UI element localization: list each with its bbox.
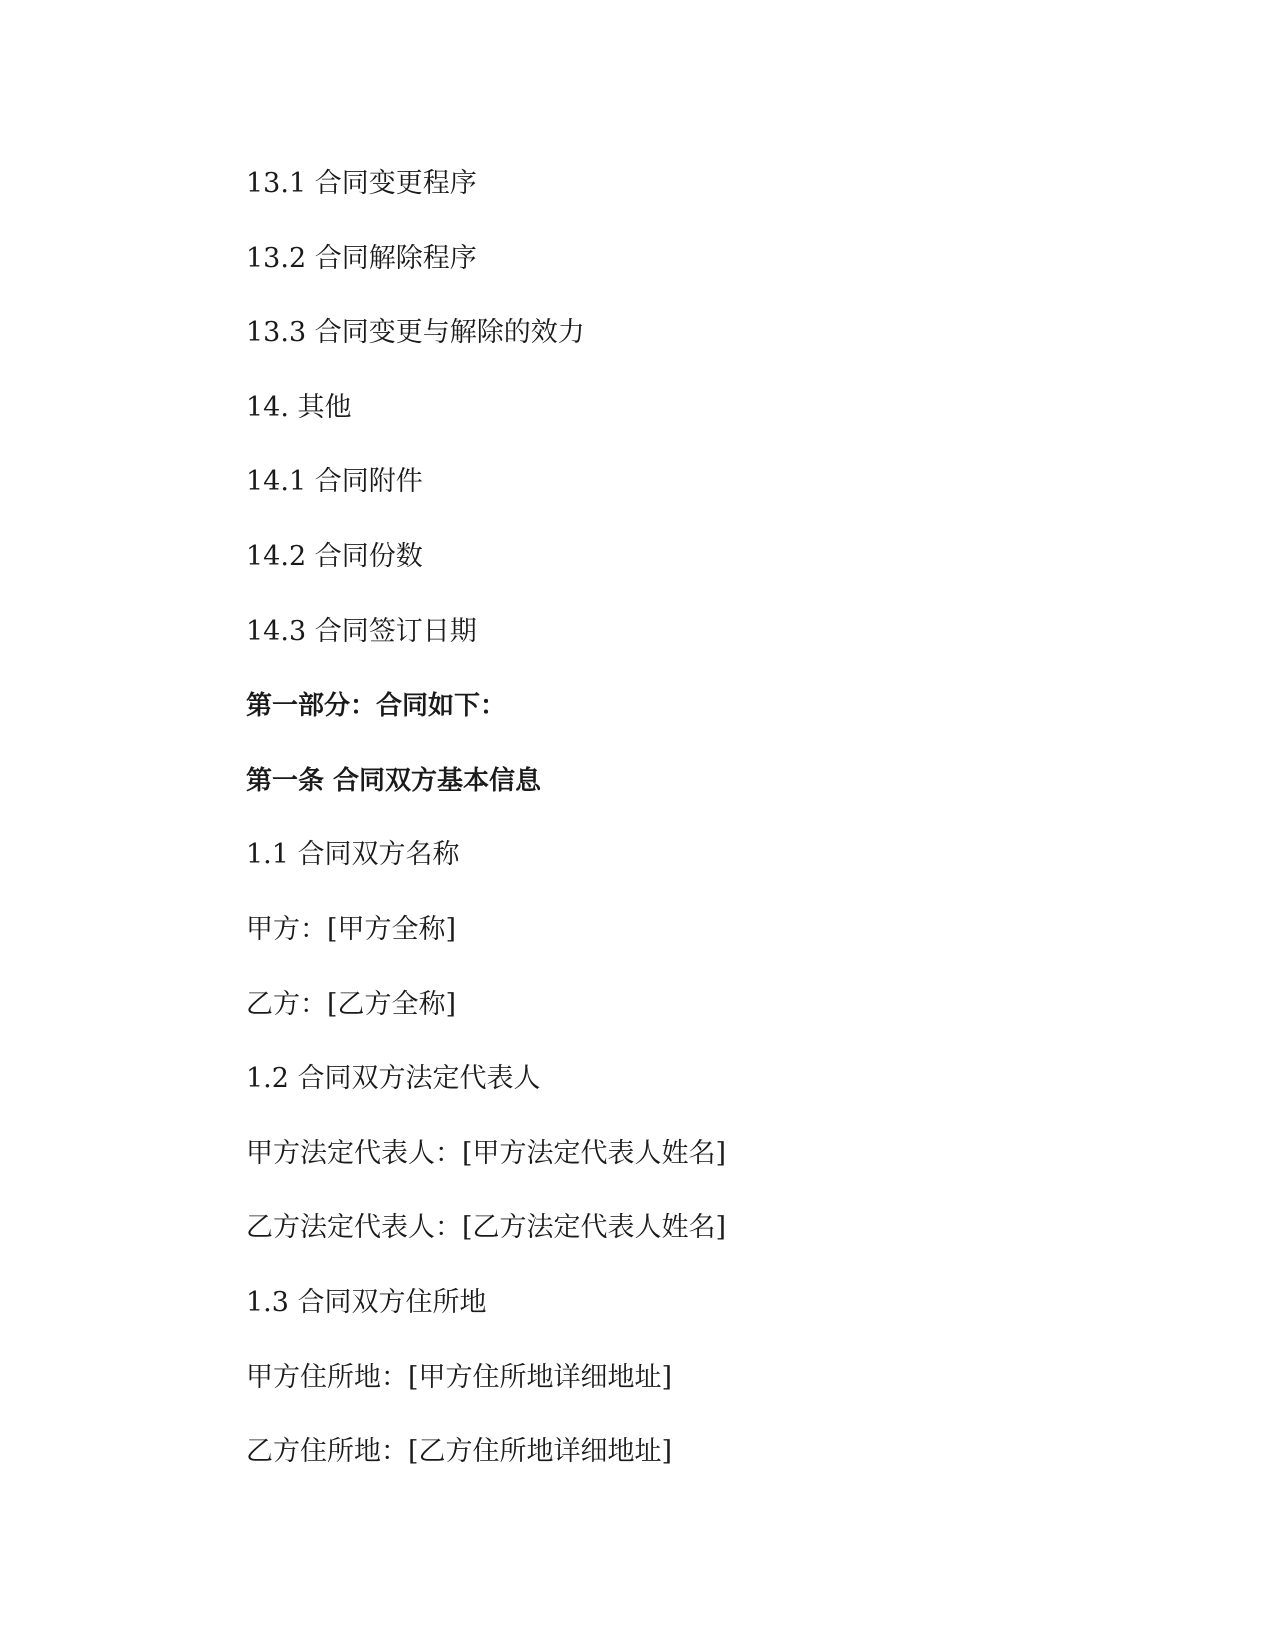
party-b-name: 乙方：[乙方全称] <box>246 988 457 1020</box>
clause-13-1: 13.1 合同变更程序 <box>246 168 477 199</box>
party-b-address: 乙方住所地：[乙方住所地详细地址] <box>246 1436 673 1468</box>
party-a-name: 甲方：[甲方全称] <box>246 913 457 945</box>
clause-13-2: 13.2 合同解除程序 <box>246 242 477 274</box>
clause-1-2: 1.2 合同双方法定代表人 <box>246 1063 541 1095</box>
document-body <box>246 160 1146 1503</box>
party-b-representative: 乙方法定代表人：[乙方法定代表人姓名] <box>246 1212 727 1244</box>
clause-14-2: 14.2 合同份数 <box>246 540 423 572</box>
clause-14-3: 14.3 合同签订日期 <box>246 615 477 647</box>
article-one-heading: 第一条 合同双方基本信息 <box>246 765 542 796</box>
section-14-heading: 14. 其他 <box>246 391 352 423</box>
clause-1-1: 1.1 合同双方名称 <box>246 839 460 871</box>
clause-1-3: 1.3 合同双方住所地 <box>246 1286 487 1318</box>
part-one-heading: 第一部分：合同如下： <box>246 691 507 722</box>
party-a-address: 甲方住所地：[甲方住所地详细地址] <box>246 1361 673 1393</box>
clause-13-3: 13.3 合同变更与解除的效力 <box>246 317 585 349</box>
party-a-representative: 甲方法定代表人：[甲方法定代表人姓名] <box>246 1137 727 1169</box>
clause-14-1: 14.1 合同附件 <box>246 466 423 498</box>
